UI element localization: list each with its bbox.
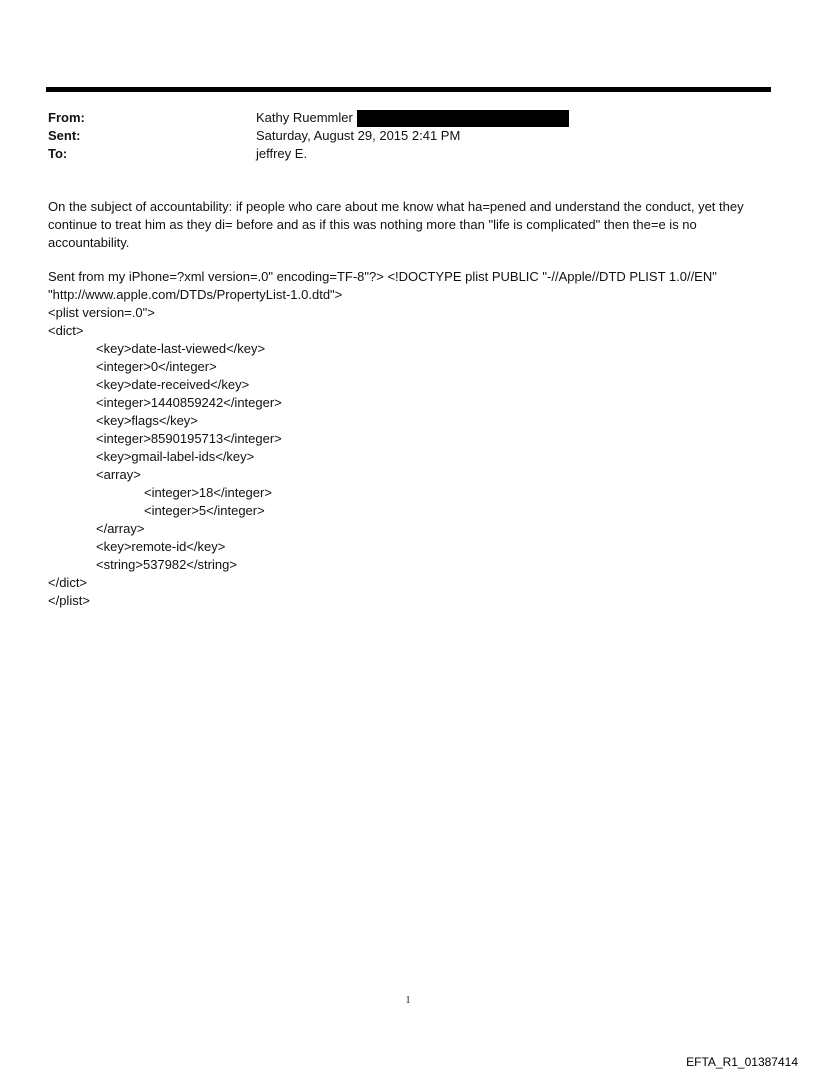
from-value-group [256,109,569,127]
plist-line: <integer>18</integer> [144,485,272,500]
plist-line: <integer>0</integer> [96,359,217,374]
message-body: On the subject of accountability: if people who care about me know what ha=pened and understand the conduct, yet they continue to treat him as they di= before and as if this was nothing more than "life is complicated" then the=e is no accountability. [48,199,744,250]
header-divider [46,87,771,92]
signature-line-1: Sent from my iPhone=?xml version=.0" encoding=TF-8"?> <!DOCTYPE plist PUBLIC "-//Apple//DTD PLIST 1.0//EN" [48,269,717,284]
plist-line: <integer>5</integer> [144,503,265,518]
to-row [48,145,768,163]
plist-line: <key>date-received</key> [96,377,250,392]
sent-label: Sent: [48,128,81,143]
plist-line: </dict> [48,575,88,590]
to-label: To: [48,146,68,161]
plist-line: <integer>8590195713</integer> [96,431,282,446]
from-row [48,109,768,127]
plist-line: </plist> [48,593,90,608]
sent-value: Saturday, August 29, 2015 2:41 PM [256,128,461,143]
plist-line: <dict> [48,323,84,338]
plist-line: <array> [96,467,141,482]
from-value: Kathy Ruemmler [256,110,353,125]
plist-line: <plist version=.0"> [48,305,155,320]
plist-block [48,304,770,610]
email-header [48,109,768,163]
plist-line: <key>flags</key> [96,413,198,428]
plist-line: <key>date-last-viewed</key> [96,341,266,356]
sent-row [48,127,768,145]
redaction-block [357,110,569,127]
plist-line: <key>gmail-label-ids</key> [96,449,255,464]
signature-block [48,268,770,304]
plist-line: <key>remote-id</key> [96,539,226,554]
to-value: jeffrey E. [256,146,308,161]
signature-line-2: "http://www.apple.com/DTDs/PropertyList-1.0.dtd"> [48,287,343,302]
page-number: 1 [405,995,411,1006]
document-id: EFTA_R1_01387414 [686,1055,798,1069]
plist-line: <string>537982</string> [96,557,237,572]
plist-line: <integer>1440859242</integer> [96,395,282,410]
plist-line: </array> [96,521,145,536]
from-label: From: [48,110,85,125]
